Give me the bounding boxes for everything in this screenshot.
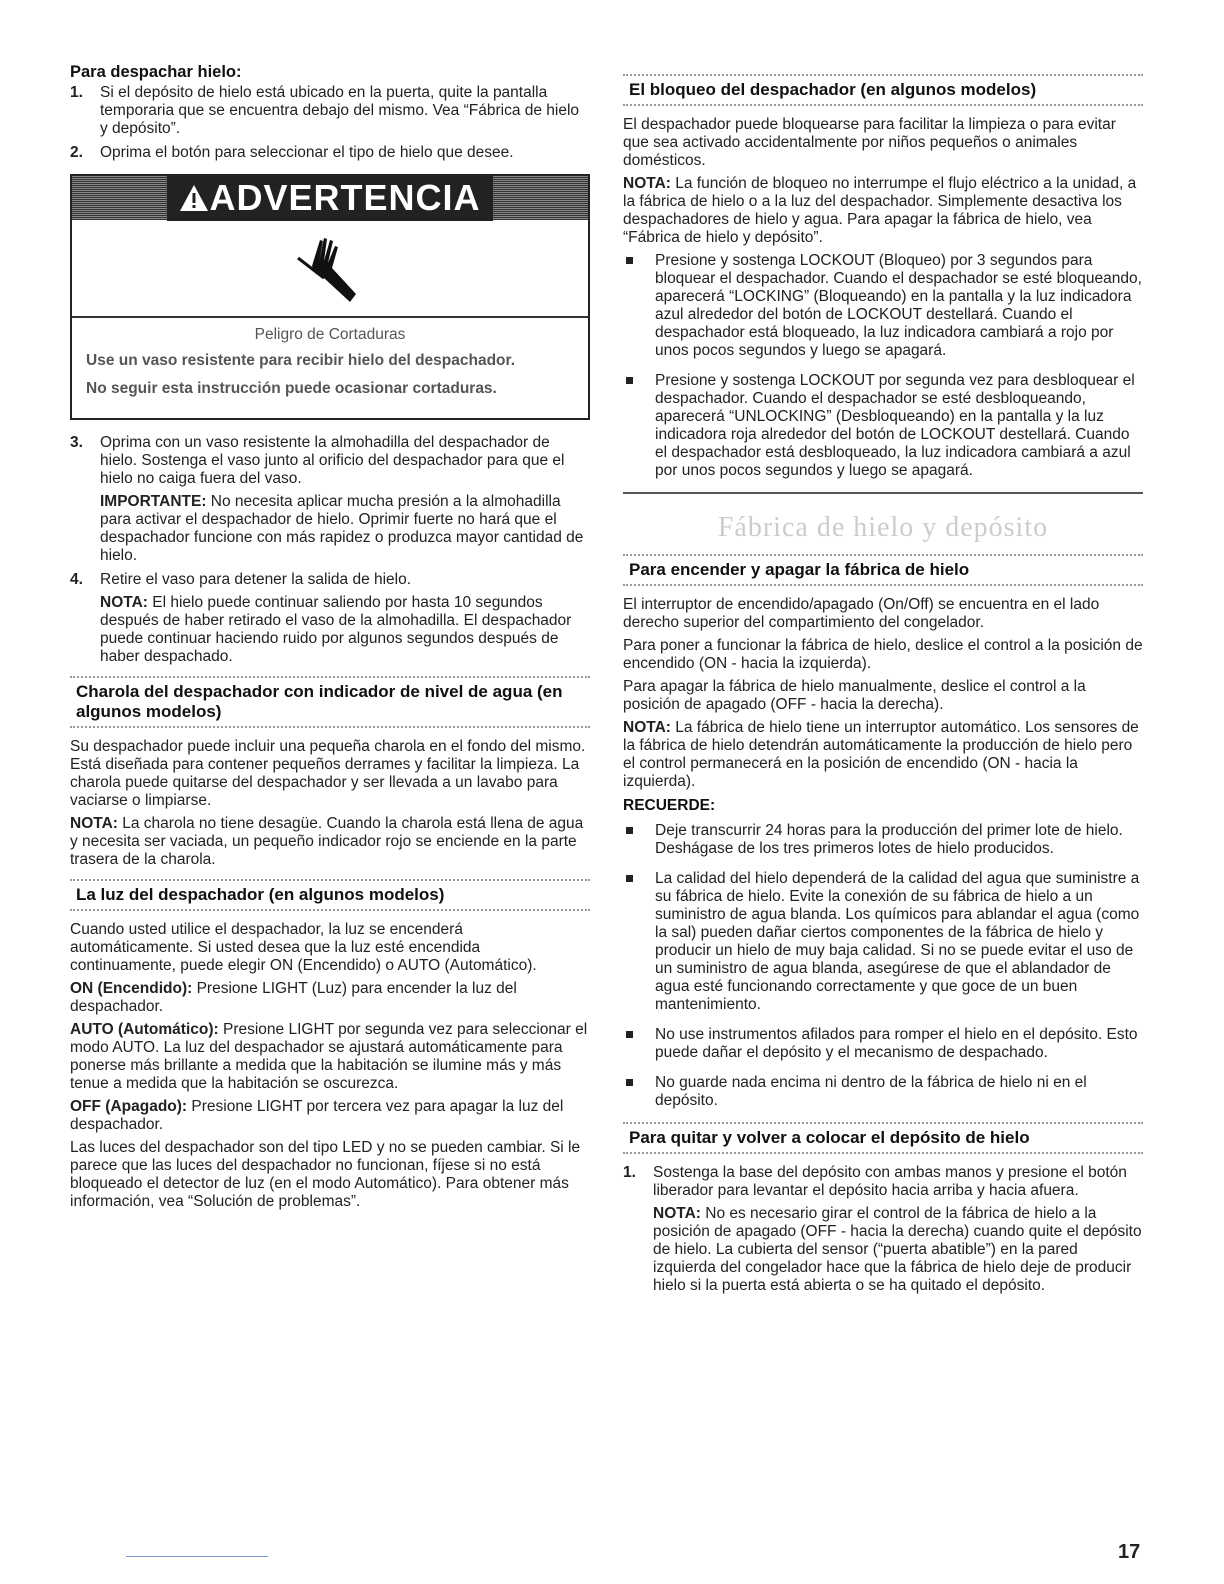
bullet-square-icon bbox=[626, 1079, 633, 1086]
light-off bbox=[70, 1098, 590, 1134]
note-label: NOTA: bbox=[623, 175, 671, 192]
list-item bbox=[70, 144, 590, 162]
step-number: 4. bbox=[70, 571, 83, 588]
auto-label: AUTO (Automático): bbox=[70, 1021, 219, 1038]
remember-bullets bbox=[623, 822, 1143, 1110]
list-item bbox=[623, 822, 1143, 858]
light-header bbox=[70, 879, 590, 911]
step-text: Retire el vaso para detener la salida de hielo. bbox=[100, 571, 412, 588]
auto-text: Presione LIGHT por segunda vez para seleccionar el modo AUTO. La luz del despachador se ajustará automáticamente para ponerse más brillante a medida que la habitación se ilumine más y más tenue a medida que la habitación se oscurezca. bbox=[70, 1021, 588, 1092]
lock-paragraph: El despachador puede bloquearse para facilitar la limpieza o para evitar que sea activado accidentalmente por niños pequeños o animales domésticos. bbox=[623, 116, 1116, 169]
bullet-square-icon bbox=[626, 377, 633, 384]
step-number: 2. bbox=[70, 144, 83, 161]
lock-title: El bloqueo del despachador (en algunos modelos) bbox=[629, 80, 1037, 99]
warning-line-1: Use un vaso resistente para recibir hielo del despachador. bbox=[86, 352, 515, 369]
list-item bbox=[623, 252, 1143, 360]
lock-note bbox=[623, 175, 1143, 247]
note-text: La fábrica de hielo tiene un interruptor automático. Los sensores de la fábrica de hielo detendrán automáticamente la producción de hielo pero el control permanecerá en la posición de encendido (ON - hacia la izquierda). bbox=[623, 719, 1139, 790]
bullet-text: La calidad del hielo dependerá de la calidad del agua que suministre a su fábrica de hielo. Evite la conexión de su fábrica de hielo a un suministro de agua blanda. Los químicos para ablandar el agua (como la sal) pueden dañar ciertos componentes de la fábrica de hielo y producir un hielo de muy baja calidad. Si no se puede evitar el uso de un suministro de agua blanda, asegúrese de que el ablandador de agua esté funcionando correctamente y que goce de un buen mantenimiento. bbox=[655, 870, 1140, 1013]
list-item bbox=[623, 870, 1143, 1014]
step-text: Oprima con un vaso resistente la almohadilla del despachador de hielo. Sostenga el vaso junto al orificio del despachador para que el hielo no caiga fuera del vaso. bbox=[100, 434, 565, 487]
drip-tray-note bbox=[70, 815, 590, 869]
bullet-text: No use instrumentos afilados para romper el hielo en el depósito. Esto puede dañar el depósito y el mecanismo de despachado. bbox=[655, 1026, 1138, 1061]
warning-caption: Peligro de Cortaduras bbox=[254, 326, 406, 343]
note-label: NOTA: bbox=[623, 719, 671, 736]
remember-heading: RECUERDE: bbox=[623, 797, 716, 814]
bullet-text: Deje transcurrir 24 horas para la producción del primer lote de hielo. Deshágase de los tres primeros lotes de hielo producidos. bbox=[655, 822, 1123, 857]
step-number: 1. bbox=[70, 84, 83, 101]
step-text: Si el depósito de hielo está ubicado en la puerta, quite la pantalla temporaria que se encuentra debajo del mismo. Vea “Fábrica de hielo y depósito”. bbox=[100, 84, 580, 137]
off-label: OFF (Apagado): bbox=[70, 1098, 188, 1115]
warning-word: ADVERTENCIA bbox=[209, 177, 481, 218]
remove-bin-steps bbox=[623, 1164, 1143, 1295]
list-item bbox=[623, 1026, 1143, 1062]
section-title: Fábrica de hielo y depósito bbox=[717, 512, 1049, 543]
warning-icon-area bbox=[72, 220, 588, 318]
right-column bbox=[623, 62, 1143, 1301]
note-text: La charola no tiene desagüe. Cuando la charola está llena de agua y necesita ser vaciada, un pequeño indicador rojo se enciende en la parte trasera de la charola. bbox=[70, 815, 584, 868]
step-note bbox=[100, 493, 590, 565]
bullet-text: No guarde nada encima ni dentro de la fábrica de hielo ni en el depósito. bbox=[655, 1074, 1087, 1109]
step-text: Sostenga la base del depósito con ambas manos y presione el botón liberador para levantar el depósito hacia arriba y hacia afuera. bbox=[653, 1164, 1127, 1199]
light-auto bbox=[70, 1021, 590, 1093]
note-label: NOTA: bbox=[100, 594, 148, 611]
drip-tray-header bbox=[70, 676, 590, 728]
lock-header bbox=[623, 74, 1143, 106]
step-number: 1. bbox=[623, 1164, 636, 1181]
note-text: No es necesario girar el control de la fábrica de hielo a la posición de apagado (OFF - hacia la derecha) cuando quite el depósito de hielo. La cubierta del sensor (“puerta abatible”) en la pared izquierda del congelador hace que la fábrica de hielo deje de producir hielo si la puerta está abierta o se ha quitado el depósito. bbox=[653, 1205, 1142, 1294]
list-item bbox=[623, 1164, 1143, 1295]
warning-header bbox=[72, 176, 588, 220]
bullet-square-icon bbox=[626, 257, 633, 264]
list-item bbox=[70, 84, 590, 138]
bullet-square-icon bbox=[626, 827, 633, 834]
list-item bbox=[70, 571, 590, 666]
onoff-title: Para encender y apagar la fábrica de hielo bbox=[629, 560, 970, 579]
onoff-p2: Para poner a funcionar la fábrica de hielo, deslice el control a la posición de encendido (ON - hacia la izquierda). bbox=[623, 637, 1143, 672]
dispense-heading: Para despachar hielo: bbox=[70, 63, 242, 81]
list-item bbox=[70, 434, 590, 565]
note-text: No necesita aplicar mucha presión a la almohadilla para activar el despachador de hielo. Oprimir fuerte no hará que el despachador funcione con más rapidez o produzca mayor cantidad de hielo. bbox=[100, 493, 584, 564]
page-number: 17 bbox=[1118, 1541, 1141, 1563]
list-item bbox=[623, 372, 1143, 480]
onoff-p1: El interruptor de encendido/apagado (On/Off) se encuentra en el lado derecho superior del compartimiento del congelador. bbox=[623, 596, 1100, 631]
step-note bbox=[653, 1205, 1143, 1295]
onoff-header bbox=[623, 554, 1143, 586]
lock-bullets bbox=[623, 252, 1143, 480]
step-note bbox=[100, 594, 590, 666]
note-text: El hielo puede continuar saliendo por hasta 10 segundos después de haber retirado el vaso de la almohadilla. El despachador puede continuar haciendo ruido por algunos segundos después de haber despachado. bbox=[100, 594, 572, 665]
note-label: NOTA: bbox=[653, 1205, 701, 1222]
warning-line-2: No seguir esta instrucción puede ocasionar cortaduras. bbox=[86, 380, 497, 397]
dispense-steps bbox=[70, 84, 590, 162]
light-led-paragraph: Las luces del despachador son del tipo LED y no se pueden cambiar. Si le parece que las luces del despachador no funcionan, fíjese si no está bloqueado el detector de luz (en el modo Automático). Para obtener más información, vea “Solución de problemas”. bbox=[70, 1139, 581, 1210]
left-column bbox=[70, 62, 590, 1216]
remove-bin-title: Para quitar y volver a colocar el depósito de hielo bbox=[629, 1128, 1030, 1147]
note-label: NOTA: bbox=[70, 815, 118, 832]
list-item bbox=[623, 1074, 1143, 1110]
note-text: La función de bloqueo no interrumpe el flujo eléctrico a la unidad, a la fábrica de hielo o a la luz del despachador. Simplemente desactiva los despachadores de hielo y agua. Para apagar la fábrica de hielo, vea “Fábrica de hielo y depósito”. bbox=[623, 175, 1137, 246]
note-label: IMPORTANTE: bbox=[100, 493, 207, 510]
bullet-square-icon bbox=[626, 875, 633, 882]
dispense-steps-continued bbox=[70, 434, 590, 666]
warning-body bbox=[72, 318, 588, 418]
drip-tray-paragraph: Su despachador puede incluir una pequeña charola en el fondo del mismo. Está diseñada para contener pequeños derrames y facilitar la limpieza. La charola puede quitarse del despachador y ser llevada a un lavabo para vaciarse o limpiarse. bbox=[70, 738, 586, 809]
on-text: Presione LIGHT (Luz) para encender la luz del despachador. bbox=[70, 980, 517, 1015]
bullet-text: Presione y sostenga LOCKOUT por segunda vez para desbloquear el despachador. Cuando el despachador se esté desbloqueando, aparecerá “UNLOCKING” (Desbloqueando) en la pantalla y la luz indicadora roja alrededor del botón de LOCKOUT destellará. Cuando el despachador está desbloqueado, la luz indicadora cambiará a azul por unos pocos segundos y luego se apagará. bbox=[655, 372, 1135, 479]
step-text: Oprima el botón para seleccionar el tipo de hielo que desee. bbox=[100, 144, 514, 161]
light-paragraph: Cuando usted utilice el despachador, la luz se encenderá automáticamente. Si usted desea que la luz esté encendida continuamente, puede elegir ON (Encendido) o AUTO (Automático). bbox=[70, 921, 537, 974]
warning-triangle-icon bbox=[179, 184, 209, 212]
remove-bin-header bbox=[623, 1122, 1143, 1154]
cut-hand-icon bbox=[290, 228, 370, 308]
warning-box bbox=[70, 174, 590, 420]
onoff-p3: Para apagar la fábrica de hielo manualmente, deslice el control a la posición de apagado (OFF - hacia la derecha). bbox=[623, 678, 1086, 713]
step-number: 3. bbox=[70, 434, 83, 451]
bullet-text: Presione y sostenga LOCKOUT (Bloqueo) por 3 segundos para bloquear el despachador. Cuando el despachador se esté bloqueando, aparecerá “LOCKING” (Bloqueando) en la pantalla y la luz indicadora azul alrededor del botón de LOCKOUT destellará. Cuando el despachador está bloqueado, la luz indicadora cambiará a rojo por unos pocos segundos y luego se apagará. bbox=[655, 252, 1142, 359]
on-label: ON (Encendido): bbox=[70, 980, 193, 997]
off-text: Presione LIGHT por tercera vez para apagar la luz del despachador. bbox=[70, 1098, 564, 1133]
light-title: La luz del despachador (en algunos modelos) bbox=[76, 885, 445, 904]
footer-line bbox=[126, 1556, 268, 1557]
onoff-note bbox=[623, 719, 1143, 791]
section-rule bbox=[623, 492, 1143, 494]
light-on bbox=[70, 980, 590, 1016]
bullet-square-icon bbox=[626, 1031, 633, 1038]
drip-tray-title: Charola del despachador con indicador de nivel de agua (en algunos modelos) bbox=[76, 682, 563, 721]
